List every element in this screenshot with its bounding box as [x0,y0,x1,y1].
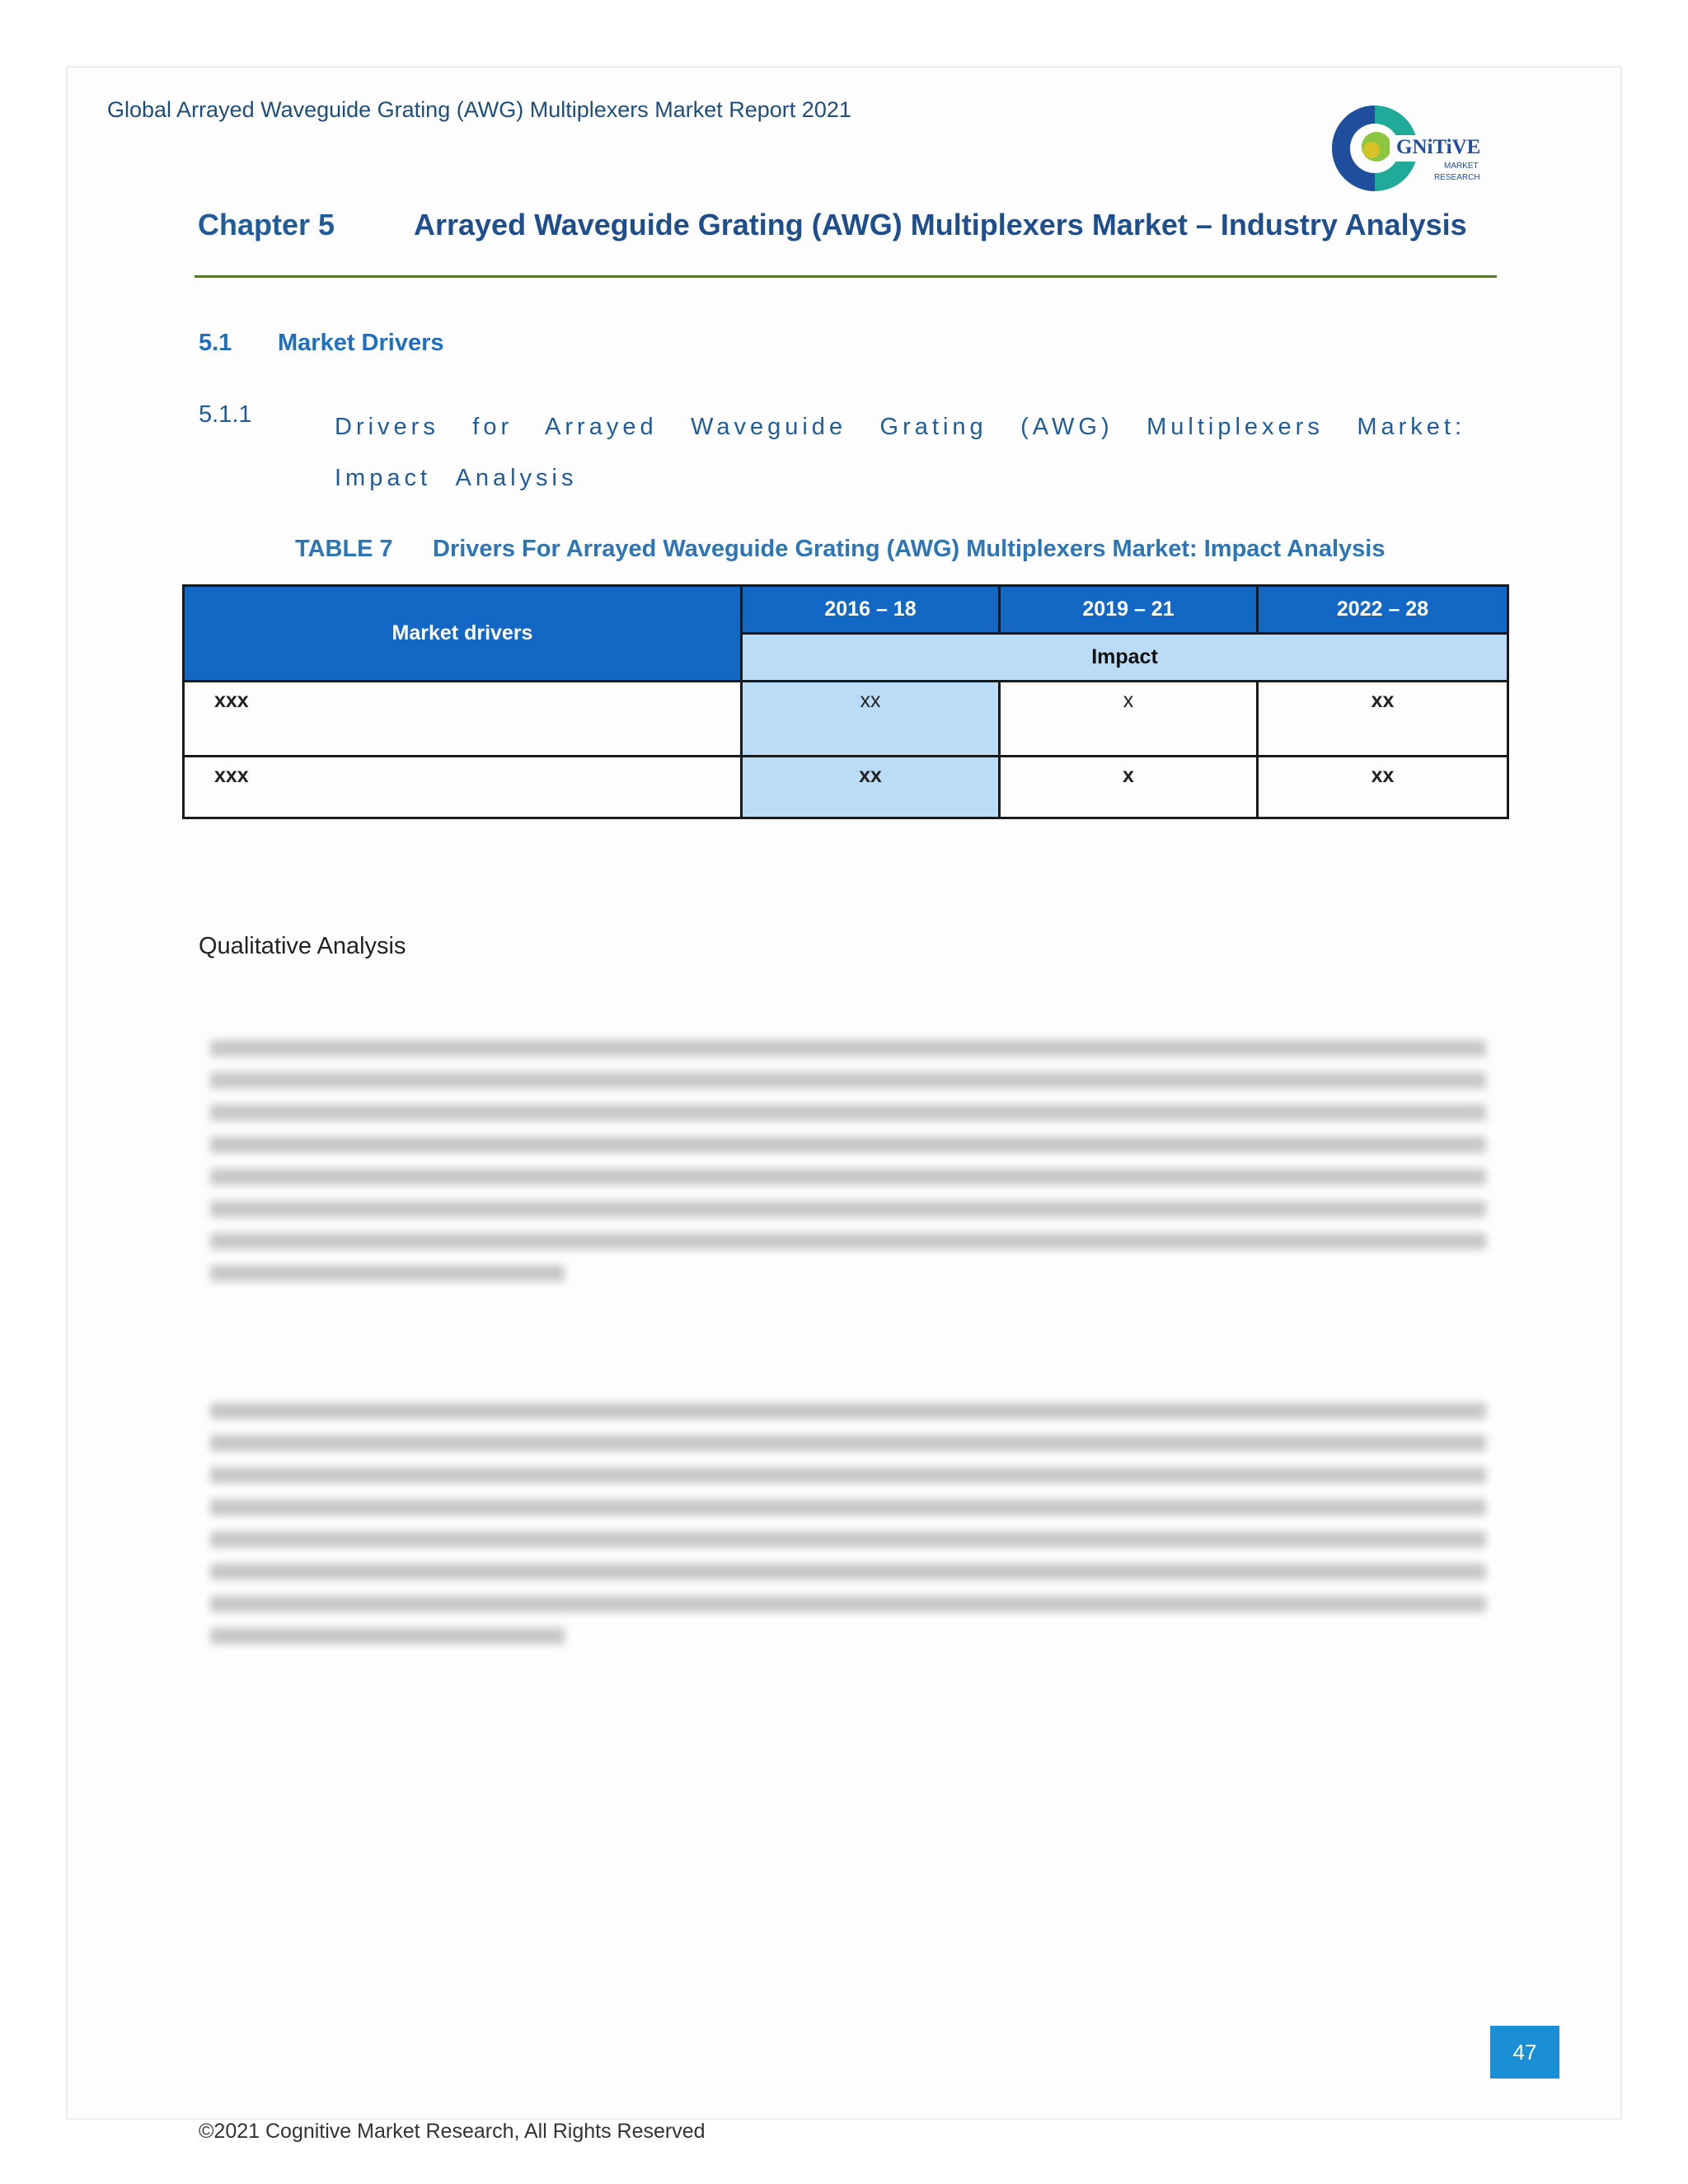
blurred-line [210,1233,1486,1249]
impact-cell: x [1000,682,1258,757]
copyright-footer: ©2021 Cognitive Market Research, All Rights Reserved [199,2120,706,2143]
chapter-title: Arrayed Waveguide Grating (AWG) Multiplexers Market – Industry Analysis [414,208,1467,241]
driver-cell: xxx [184,757,742,818]
blurred-line [210,1201,1486,1217]
blurred-line [210,1628,565,1644]
chapter-number: Chapter 5 [198,208,335,241]
subsection-number: 5.1.1 [199,401,252,428]
blurred-paragraph [210,1040,1486,1297]
blurred-line [210,1499,1486,1516]
subsection-title: Drivers for Arrayed Waveguide Grating (AWG) Multiplexers Market: Impact Analysis [335,414,1465,491]
table-caption-title: Drivers For Arrayed Waveguide Grating (AWG) Multiplexers Market: Impact Analysis [433,536,1386,562]
table-row [184,682,1508,757]
impact-cell: xx [1258,757,1508,818]
running-header: Global Arrayed Waveguide Grating (AWG) Multiplexers Market Report 2021 [107,97,851,122]
blurred-paragraph [210,1403,1486,1660]
table-row [184,757,1508,818]
chapter-heading [198,208,1496,242]
period-header: 2016 – 18 [742,586,1000,634]
company-logo [1329,102,1487,198]
logo-sub-research: RESEARCH [1434,173,1480,182]
driver-cell: xxx [184,682,742,757]
market-drivers-header: Market drivers [184,586,742,682]
table-caption [295,536,1385,563]
period-header: 2019 – 21 [1000,586,1258,634]
impact-cell: xx [742,757,1000,818]
blurred-line [210,1531,1486,1548]
section-number: 5.1 [199,330,232,356]
blurred-line [210,1169,1486,1185]
blurred-line [210,1072,1486,1089]
blurred-line [210,1104,1486,1121]
impact-cell: xx [742,682,1000,757]
section-title: Market Drivers [278,330,444,356]
blurred-line [210,1137,1486,1153]
impact-cell: x [1000,757,1258,818]
logo-wordmark: GNiTiVE [1396,136,1481,158]
logo-sub-market: MARKET [1444,162,1479,171]
qualitative-analysis-heading: Qualitative Analysis [199,933,406,959]
blurred-line [210,1265,565,1282]
blurred-line [210,1467,1486,1483]
table-caption-label: TABLE 7 [295,536,393,562]
blurred-line [210,1435,1486,1451]
page-number: 47 [1490,2026,1559,2079]
impact-table [182,584,1509,819]
blurred-line [210,1403,1486,1419]
blurred-line [210,1040,1486,1057]
blurred-line [210,1563,1486,1580]
impact-header: Impact [742,634,1508,682]
blurred-line [210,1596,1486,1612]
chapter-divider [195,275,1497,278]
period-header: 2022 – 28 [1258,586,1508,634]
impact-cell: xx [1258,682,1508,757]
section-heading [199,330,444,357]
